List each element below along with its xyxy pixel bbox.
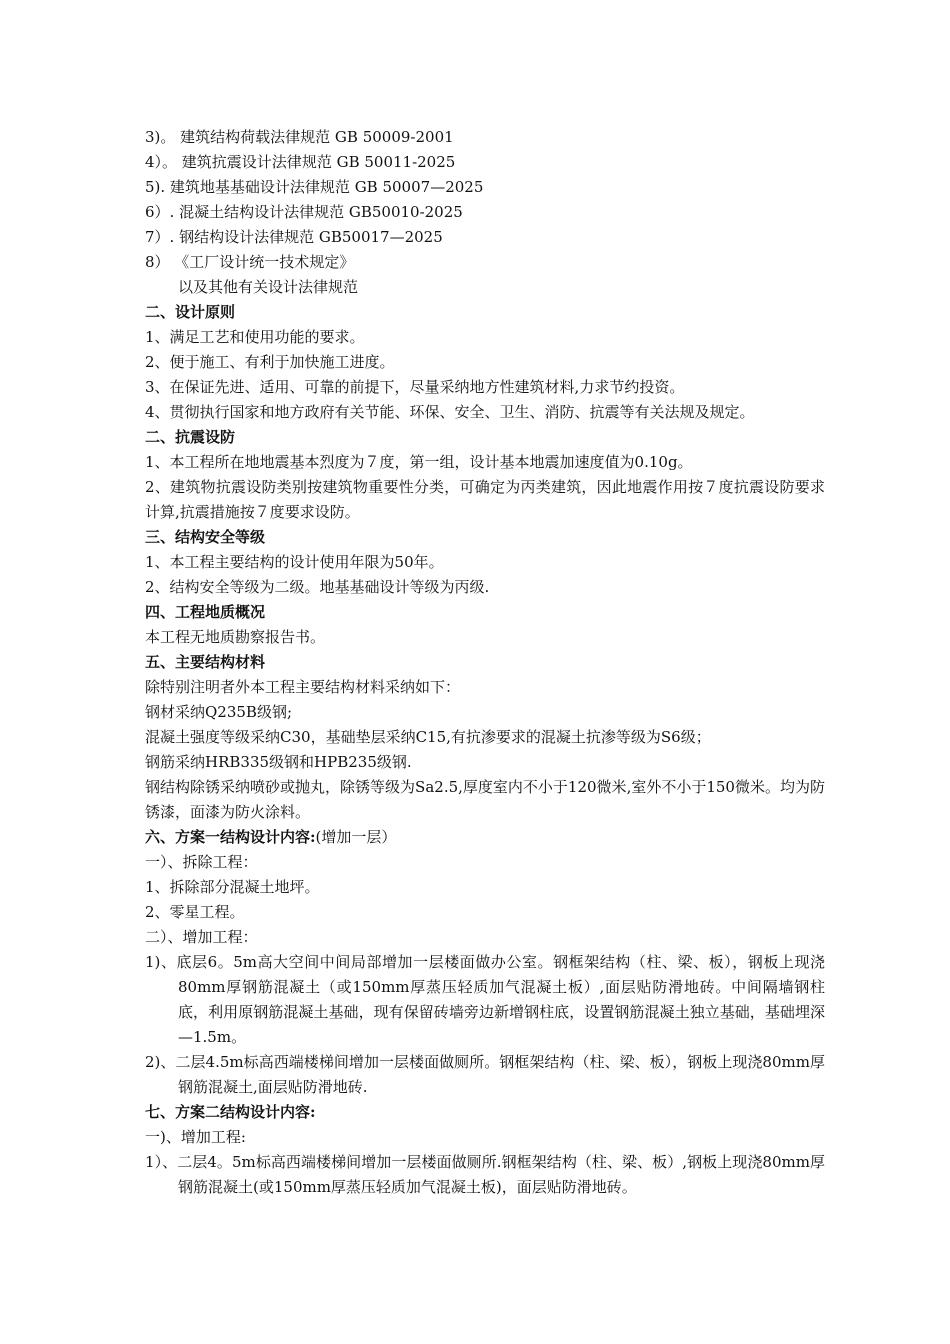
principle-item: 3、在保证先进、适用、可靠的前提下，尽量采纳地方性建筑材料,力求节约投资。 bbox=[145, 378, 685, 396]
scheme-one-heading: 六、方案一结构设计内容: bbox=[145, 828, 316, 846]
document-page bbox=[145, 125, 825, 1200]
demolition-item: 1、拆除部分混凝土地坪。 bbox=[145, 878, 320, 896]
reference-item: 8） 《工厂设计统一技术规定》 bbox=[145, 253, 355, 271]
safety-item: 2、结构安全等级为二级。地基基础设计等级为丙级. bbox=[145, 578, 490, 596]
subsection-title: 一)、增加工程: bbox=[145, 1128, 246, 1146]
seismic-item: 2、建筑物抗震设防类别按建筑物重要性分类，可确定为丙类建筑，因此地震作用按７度抗震设防要求计算,抗震措施按７度要求设防。 bbox=[145, 478, 825, 521]
section-heading-scheme-two: 七、方案二结构设计内容: bbox=[145, 1103, 316, 1121]
addition-item: 1)、底层6。5m高大空间中间局部增加一层楼面做办公室。钢框架结构（柱、梁、板），钢板上现浇80mm厚钢筋混凝土（或150mm厚蒸压轻质加气混凝土板）,面层贴防滑地砖。中间隔墙钢柱底，利用原钢筋混凝土基础，现有保留砖墙旁边新增钢柱底，设置钢筋混凝土独立基础，基础埋深—1.5m。 bbox=[145, 953, 825, 1046]
material-item: 混凝土强度等级采纳C30，基础垫层采纳C15,有抗渗要求的混凝土抗渗等级为S6级； bbox=[145, 728, 711, 746]
material-item: 除特别注明者外本工程主要结构材料采纳如下： bbox=[145, 678, 461, 696]
principle-item: 2、便于施工、有利于加快施工进度。 bbox=[145, 353, 395, 371]
scheme-one-heading-suffix: (增加一层） bbox=[315, 828, 397, 846]
section-heading-safety: 三、结构安全等级 bbox=[145, 528, 266, 546]
reference-item: 3)。 建筑结构荷载法律规范 GB 50009-2001 bbox=[145, 128, 454, 146]
section-heading-materials: 五、主要结构材料 bbox=[145, 653, 266, 671]
principle-item: 4、贯彻执行国家和地方政府有关节能、环保、安全、卫生、消防、抗震等有关法规及规定。 bbox=[145, 403, 755, 421]
addition-item: 1）、二层4。5m标高西端楼梯间增加一层楼面做厕所.钢框架结构（柱、梁、板）,钢板上现浇80mm厚钢筋混凝土(或150mm厚蒸压轻质加气混凝土板)，面层贴防滑地砖。 bbox=[145, 1153, 825, 1196]
addition-item: 2)、二层4.5m标高西端楼梯间增加一层楼面做厕所。钢框架结构（柱、梁、板），钢板上现浇80mm厚钢筋混凝土,面层贴防滑地砖. bbox=[145, 1053, 825, 1096]
reference-item: 7）. 钢结构设计法律规范 GB50017—2025 bbox=[145, 228, 443, 246]
reference-item: 6）. 混凝土结构设计法律规范 GB50010-2025 bbox=[145, 203, 463, 221]
reference-item: 4）。 建筑抗震设计法律规范 GB 50011-2025 bbox=[145, 153, 456, 171]
principle-item: 1、满足工艺和使用功能的要求。 bbox=[145, 328, 365, 346]
demolition-item: 2、零星工程。 bbox=[145, 903, 245, 921]
safety-item: 1、本工程主要结构的设计使用年限为50年。 bbox=[145, 553, 444, 571]
section-heading-seismic: 二、抗震设防 bbox=[145, 428, 236, 446]
geology-text: 本工程无地质勘察报告书。 bbox=[145, 628, 326, 646]
seismic-item: 1、本工程所在地地震基本烈度为７度，第一组，设计基本地震加速度值为0.10g。 bbox=[145, 453, 693, 471]
section-heading-geology: 四、工程地质概况 bbox=[145, 603, 266, 621]
section-heading-scheme-one bbox=[145, 825, 825, 850]
material-item: 钢材采纳Q235B级钢; bbox=[145, 703, 293, 721]
subsection-title: 一）、拆除工程： bbox=[145, 853, 258, 871]
reference-item: 5). 建筑地基基础设计法律规范 GB 50007—2025 bbox=[145, 178, 484, 196]
material-item: 钢结构除锈采纳喷砂或抛丸，除锈等级为Sa2.5,厚度室内不小于120微米,室外不小于150微米。均为防锈漆，面漆为防火涂料。 bbox=[145, 778, 825, 821]
material-item: 钢筋采纳HRB335级钢和HPB235级钢. bbox=[145, 753, 412, 771]
section-heading-design-principles: 二、设计原则 bbox=[145, 303, 236, 321]
reference-note: 以及其他有关设计法律规范 bbox=[178, 278, 359, 296]
subsection-title: 二）、增加工程： bbox=[145, 928, 258, 946]
